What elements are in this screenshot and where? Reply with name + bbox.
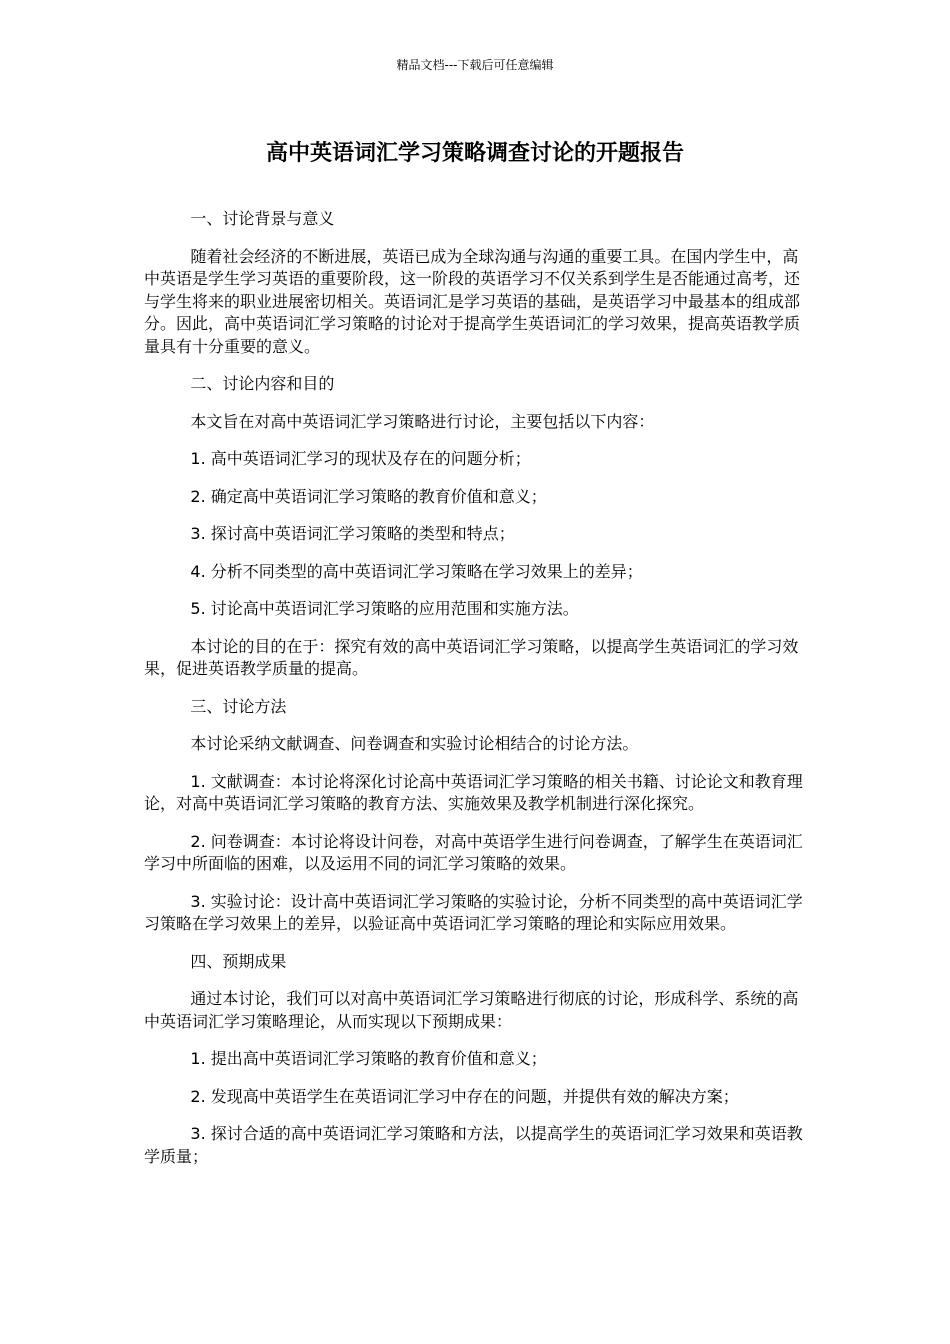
paragraph-purpose: 本讨论的目的在于：探究有效的高中英语词汇学习策略，以提高学生英语词汇的学习效果，促进英语教学质量的提高。 [144,636,799,678]
list-item: 5. 讨论高中英语词汇学习策略的应用范围和实施方法。 [190,599,579,618]
list-item: 3. 探讨合适的高中英语词汇学习策略和方法，以提高学生的英语词汇学习效果和英语教学质量； [144,1124,803,1166]
section-heading-content: 二、讨论内容和目的 [190,374,335,393]
list-item: 2. 确定高中英语词汇学习策略的教育价值和意义； [190,486,547,506]
section-heading-background: 一、讨论背景与意义 [190,209,335,228]
paragraph-background: 随着社会经济的不断进展，英语已成为全球沟通与沟通的重要工具。在国内学生中，高中英语是学生学习英语的重要阶段，这一阶段的英语学习不仅关系到学生是否能通过高考，还与学生将来的职业进展密切相关。英语词汇是学习英语的基础，是英语学习中最基本的组成部分。因此，高中英语词汇学习策略的讨论对于提高学生英语词汇的学习效果，提高英语教学质量具有十分重要的意义。 [144,246,801,356]
list-item: 2. 发现高中英语学生在英语词汇学习中存在的问题，并提供有效的解决方案； [190,1086,739,1106]
document-title: 高中英语词汇学习策略调查讨论的开题报告 [265,141,684,166]
list-item: 4. 分析不同类型的高中英语词汇学习策略在学习效果上的差异； [190,561,643,581]
section-heading-methods: 三、讨论方法 [190,696,287,716]
document-body [144,208,806,1183]
header-note: 精品文档---下载后可任意编辑 [396,58,554,72]
list-item: 1. 高中英语词汇学习的现状及存在的问题分析； [190,449,531,468]
list-item: 1. 提出高中英语词汇学习策略的教育价值和意义； [190,1049,547,1068]
paragraph-outcomes-intro: 通过本讨论，我们可以对高中英语词汇学习策略进行彻底的讨论，形成科学、系统的高中英语词汇学习策略理论，从而实现以下预期成果： [144,989,799,1031]
paragraph-methods-intro: 本讨论采纳文献调查、问卷调查和实验讨论相结合的讨论方法。 [190,734,639,753]
paragraph-content-intro: 本文旨在对高中英语词汇学习策略进行讨论，主要包括以下内容： [190,411,655,431]
list-item: 3. 实验讨论：设计高中英语词汇学习策略的实验讨论，分析不同类型的高中英语词汇学习策略在学习效果上的差异，以验证高中英语词汇学习策略的理论和实际应用效果。 [144,891,803,933]
list-item: 1. 文献调查：本讨论将深化讨论高中英语词汇学习策略的相关书籍、讨论论文和教育理论，对高中英语词汇学习策略的教育方法、实施效果及教学机制进行深化探究。 [144,771,803,813]
list-item: 2. 问卷调查：本讨论将设计问卷，对高中英语学生进行问卷调查，了解学生在英语词汇学习中所面临的困难，以及运用不同的词汇学习策略的效果。 [144,831,803,873]
list-item: 3. 探讨高中英语词汇学习策略的类型和特点； [190,524,515,543]
section-heading-outcomes: 四、预期成果 [190,951,287,971]
